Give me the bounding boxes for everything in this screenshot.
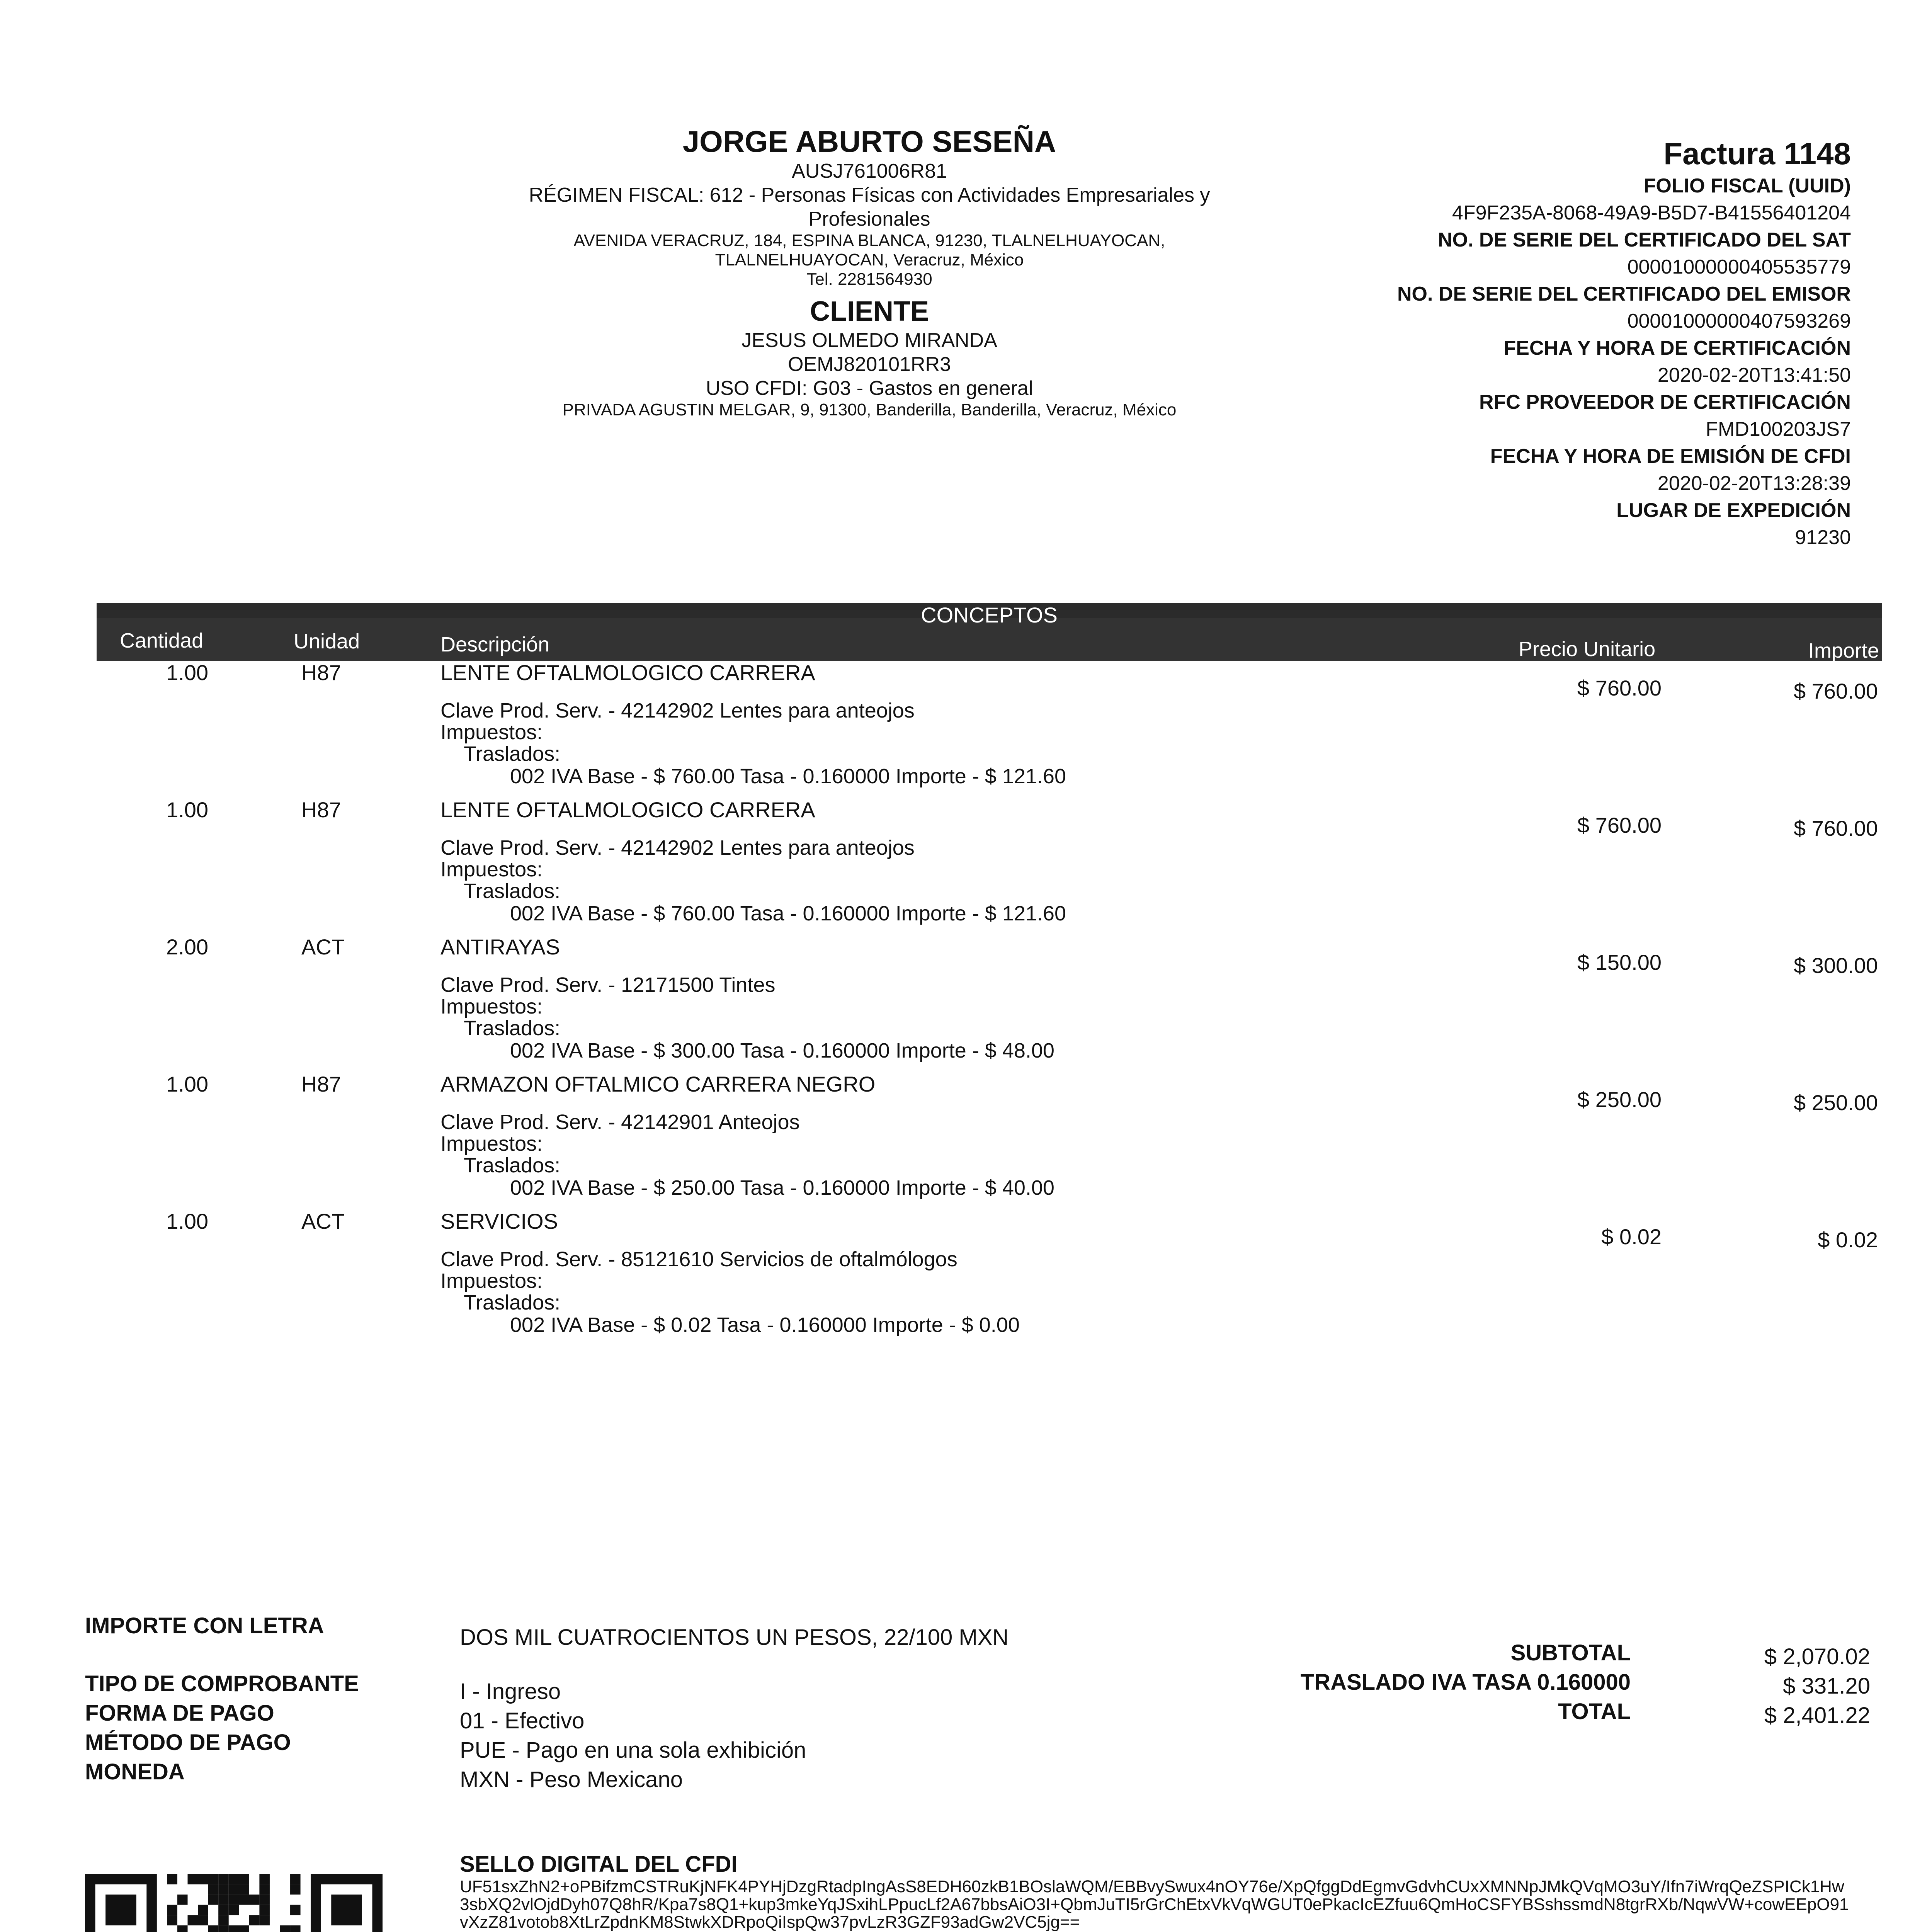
concept-descripcion: LENTE OFTALMOLOGICO CARRERA — [440, 660, 815, 685]
issuer-block — [502, 124, 1236, 420]
sello-cfdi-label: SELLO DIGITAL DEL CFDI — [460, 1852, 738, 1877]
concept-descripcion: ARMAZON OFTALMICO CARRERA NEGRO — [440, 1072, 876, 1096]
concept-cantidad: 1.00 — [166, 1072, 208, 1096]
fecha-emision-label: FECHA Y HORA DE EMISIÓN DE CFDI — [1490, 445, 1851, 468]
traslado-value: $ 331.20 — [1783, 1673, 1870, 1699]
concept-importe: $ 760.00 — [1794, 816, 1878, 840]
concept-traslados-label: Traslados: — [464, 1291, 561, 1314]
forma-label: FORMA DE PAGO — [85, 1701, 274, 1726]
concept-iva: 002 IVA Base - $ 300.00 Tasa - 0.160000 Importe - $ 48.00 — [510, 1039, 1054, 1062]
subtotal-label: SUBTOTAL — [1510, 1640, 1631, 1665]
concept-unidad: ACT — [301, 1209, 345, 1233]
sello-cfdi-value: UF51sxZhN2+oPBifzmCSTRuKjNFK4PYHjDzgRtadpIngAsS8EDH60zkB1BOslaWQM/EBBvySwux4nOY76e/XpQfggDdEgmvGdvhCUxXMNNpJMkQVqMO3uY/Ifn7iWrqQeZSPICk1Hw3sbXQ2vlOjdDyh07Q8hR/Kpa7s8Q1+kup3mkeYqJSxihLPpucLf2A67bbsAiO3I+QbmJuTI5rGrChEtxVkVqWGUT0ePkacIcEZfuu6QmHoCSFYBSshssmdN8tgrRXb/NqwVW+cowEEpO91vXzZ81votob8XtLrZpdnKM8StwkXDRpoQiIspQw37pvLzR3GZF93adGw2VC5jg== — [460, 1877, 1849, 1932]
concept-clave: Clave Prod. Serv. - 12171500 Tintes — [440, 973, 776, 997]
folio-label: FOLIO FISCAL (UUID) — [1643, 175, 1851, 197]
issuer-regimen-cont: Profesionales — [808, 208, 930, 230]
header-precio: Precio Unitario — [1519, 638, 1656, 661]
seals-block — [460, 1851, 1882, 1932]
metodo-label: MÉTODO DE PAGO — [85, 1730, 291, 1755]
concept-descripcion: LENTE OFTALMOLOGICO CARRERA — [440, 798, 815, 822]
totals-labels — [1051, 1638, 1631, 1726]
cert-emisor-value: 00001000000407593269 — [1627, 310, 1851, 332]
concept-impuestos-label: Impuestos: — [440, 721, 543, 744]
concept-iva: 002 IVA Base - $ 250.00 Tasa - 0.160000 Importe - $ 40.00 — [510, 1176, 1054, 1199]
fecha-cert-label: FECHA Y HORA DE CERTIFICACIÓN — [1503, 337, 1851, 359]
issuer-phone: Tel. 2281564930 — [806, 270, 932, 289]
issuer-address-1: AVENIDA VERACRUZ, 184, ESPINA BLANCA, 91230, TLALNELHUAYOCAN, — [573, 231, 1165, 250]
concept-precio: $ 150.00 — [1577, 950, 1662, 975]
rfc-prov-value: FMD100203JS7 — [1706, 418, 1851, 440]
concept-descripcion: SERVICIOS — [440, 1209, 558, 1233]
concept-clave: Clave Prod. Serv. - 42142902 Lentes para anteojos — [440, 699, 915, 722]
concept-importe: $ 760.00 — [1794, 679, 1878, 703]
total-value: $ 2,401.22 — [1764, 1703, 1870, 1728]
concept-descripcion: ANTIRAYAS — [440, 935, 560, 959]
client-rfc: OEMJ820101RR3 — [788, 353, 951, 376]
lugar-label: LUGAR DE EXPEDICIÓN — [1616, 499, 1851, 522]
subtotal-value: $ 2,070.02 — [1764, 1644, 1870, 1669]
concept-impuestos-label: Impuestos: — [440, 858, 543, 881]
concept-precio: $ 0.02 — [1601, 1225, 1662, 1249]
moneda-value: MXN - Peso Mexicano — [460, 1767, 683, 1792]
concept-precio: $ 760.00 — [1577, 676, 1662, 700]
concept-iva: 002 IVA Base - $ 0.02 Tasa - 0.160000 Importe - $ 0.00 — [510, 1313, 1020, 1337]
rfc-prov-label: RFC PROVEEDOR DE CERTIFICACIÓN — [1479, 391, 1851, 413]
issuer-rfc: AUSJ761006R81 — [792, 160, 947, 182]
client-address: PRIVADA AGUSTIN MELGAR, 9, 91300, Banderilla, Banderilla, Veracruz, México — [562, 400, 1177, 419]
payment-labels — [85, 1669, 359, 1787]
invoice-title: Factura 1148 — [1663, 136, 1851, 171]
qr-code-icon — [85, 1874, 383, 1932]
concept-cantidad: 2.00 — [166, 935, 208, 959]
concept-traslados-label: Traslados: — [464, 1017, 561, 1040]
concept-iva: 002 IVA Base - $ 760.00 Tasa - 0.160000 Importe - $ 121.60 — [510, 765, 1066, 788]
total-label: TOTAL — [1558, 1699, 1631, 1724]
importe-letra-value: DOS MIL CUATROCIENTOS UN PESOS, 22/100 MXN — [460, 1625, 1009, 1650]
concept-impuestos-label: Impuestos: — [440, 1269, 543, 1293]
moneda-label: MONEDA — [85, 1759, 185, 1784]
concept-precio: $ 250.00 — [1577, 1087, 1662, 1112]
concept-cantidad: 1.00 — [166, 798, 208, 822]
concept-clave: Clave Prod. Serv. - 42142901 Anteojos — [440, 1111, 800, 1134]
concept-unidad: H87 — [301, 798, 341, 822]
concept-cantidad: 1.00 — [166, 660, 208, 685]
tipo-value: I - Ingreso — [460, 1679, 561, 1704]
concept-cantidad: 1.00 — [166, 1209, 208, 1233]
concept-importe: $ 300.00 — [1794, 953, 1878, 978]
client-uso-cfdi: USO CFDI: G03 - Gastos en general — [706, 377, 1033, 400]
cert-sat-value: 00001000000405535779 — [1627, 256, 1851, 278]
concept-unidad: H87 — [301, 660, 341, 685]
issuer-address-2: TLALNELHUAYOCAN, Veracruz, México — [715, 250, 1024, 269]
concept-importe: $ 250.00 — [1794, 1090, 1878, 1115]
totals-values — [1638, 1642, 1870, 1730]
fecha-cert-value: 2020-02-20T13:41:50 — [1657, 364, 1851, 386]
concept-clave: Clave Prod. Serv. - 85121610 Servicios de oftalmólogos — [440, 1248, 957, 1271]
importe-letra-label: IMPORTE CON LETRA — [85, 1613, 324, 1638]
cert-emisor-label: NO. DE SERIE DEL CERTIFICADO DEL EMISOR — [1397, 283, 1851, 305]
cert-sat-label: NO. DE SERIE DEL CERTIFICADO DEL SAT — [1438, 229, 1851, 251]
concept-traslados-label: Traslados: — [464, 1154, 561, 1177]
concept-impuestos-label: Impuestos: — [440, 995, 543, 1018]
concept-unidad: H87 — [301, 1072, 341, 1096]
concept-importe: $ 0.02 — [1818, 1228, 1878, 1252]
header-descripcion: Descripción — [440, 633, 550, 656]
metodo-value: PUE - Pago en una sola exhibición — [460, 1738, 806, 1763]
header-cantidad: Cantidad — [120, 629, 204, 652]
forma-value: 01 - Efectivo — [460, 1708, 585, 1733]
fecha-emision-value: 2020-02-20T13:28:39 — [1657, 472, 1851, 495]
folio-value: 4F9F235A-8068-49A9-B5D7-B41556401204 — [1452, 202, 1851, 224]
concepts-title: CONCEPTOS — [921, 603, 1058, 627]
concept-impuestos-label: Impuestos: — [440, 1132, 543, 1155]
concept-traslados-label: Traslados: — [464, 742, 561, 765]
concept-iva: 002 IVA Base - $ 760.00 Tasa - 0.160000 Importe - $ 121.60 — [510, 902, 1066, 925]
fiscal-block — [1194, 135, 1851, 551]
tipo-label: TIPO DE COMPROBANTE — [85, 1671, 359, 1696]
client-title: CLIENTE — [810, 296, 929, 327]
concept-traslados-label: Traslados: — [464, 879, 561, 903]
issuer-regimen: RÉGIMEN FISCAL: 612 - Personas Físicas con Actividades Empresariales y — [529, 184, 1210, 206]
issuer-name: JORGE ABURTO SESEÑA — [682, 124, 1056, 158]
traslado-label: TRASLADO IVA TASA 0.160000 — [1300, 1670, 1631, 1695]
header-unidad: Unidad — [294, 630, 360, 653]
concept-clave: Clave Prod. Serv. - 42142902 Lentes para anteojos — [440, 836, 915, 859]
header-importe: Importe — [1808, 639, 1879, 662]
concept-precio: $ 760.00 — [1577, 813, 1662, 837]
payment-values — [460, 1677, 806, 1794]
lugar-value: 91230 — [1795, 526, 1851, 549]
concept-unidad: ACT — [301, 935, 345, 959]
client-name: JESUS OLMEDO MIRANDA — [742, 329, 997, 352]
